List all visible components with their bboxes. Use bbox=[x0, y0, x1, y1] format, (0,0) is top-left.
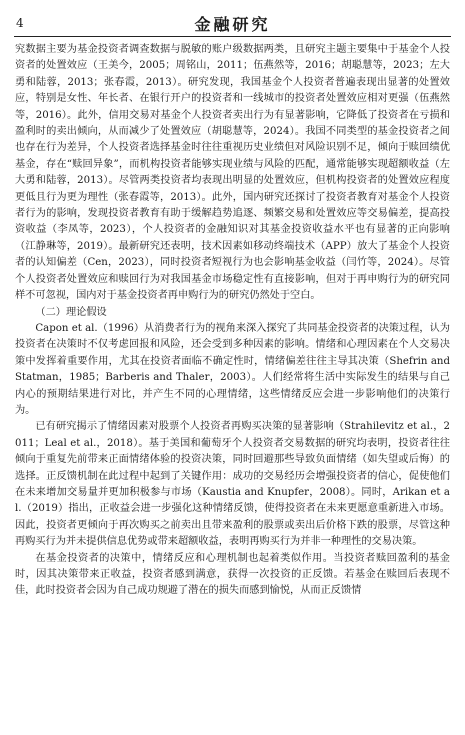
paragraph: Capon et al.（1996）从消费者行为的视角来深入探究了共同基金投资者的决策过程，认为投资者在决策时不仅考虑回报和风险，还会受到多种因素的影响。情绪和心理因素在个人交易决策中发挥着重要作用，尤其在投资者面临不确定性时，情绪偏差往往主导其决策（Shefrin and Statman，1985；Barberis and Thaler，2003）。人们经常将生活中实际发生的结果与自己内心的预期结果进行对比，并产生不同的心理情绪，这些情绪反应会进一步影响他们的决策行为。 bbox=[15, 322, 450, 416]
paragraph: 已有研究揭示了情绪因素对股票个人投资者再购买决策的显著影响（Strahilevitz et al.，2011；Leal et al.，2018）。基于美国和葡萄牙个人投资者交易数据的研究均表明，投资者往往倾向于重复先前带来正面情绪体验的投资决策，同时回避那些导致负面情绪（如失望或后悔）的选择。正反馈机制在此过程中起到了关键作用：成功的交易经历会增强投资者的信心，促使他们在未来增加交易量并更加积极参与市场（Kaustia and Knupfer，2008）。同时，Arikan et al.（2019）指出，正收益会进一步强化这种情绪反馈，使得投资者在未来更愿意重新进入市场。因此，投资者更倾向于再次购买之前卖出且带来盈利的股票或卖出后价格下跌的股票，尽管这种再购买行为并未提供信息优势或带来超额收益，表明再购买行为并非一种理性的交易决策。 bbox=[15, 421, 450, 548]
article-body bbox=[15, 42, 450, 600]
journal-title: 金融研究 bbox=[194, 15, 271, 34]
header-rule bbox=[14, 36, 451, 37]
page-number: 4 bbox=[16, 16, 24, 30]
paragraph-continued: 究数据主要为基金投资者调查数据与脱敏的账户级数据两类，且研究主题主要集中于基金个人投资者的处置效应（王美今，2005；周铭山，2011；伍燕然等，2016；胡聪慧等，2023；左大勇和陆蓉，2013；张春霞，2013）。研究发现，我国基金个人投资者普遍表现出显著的处置效应，特别是女性、年长者、在银行开户的投资者和一线城市的投资者处置效应相对更强（伍燕然等，2016）。此外，信用交易对基金个人投资者卖出行为有显著影响，它降低了投资者在亏损和盈利时的卖出倾向，从而减少了处置效应（胡聪慧等，2024）。我国不同类型的基金投资者之间也存在行为差异，个人投资者选择基金时往往重视历史业绩但对风险识别不足，倾向于赎回绩优基金，存在“赎回异象”，而机构投资者能够实现业绩与风险的匹配，通常能够实现超额收益（左大勇和陆蓉，2013）。尽管两类投资者均表现出明显的处置效应，但机构投资者的处置效应程度更低且行为更为理性（张春霞等，2013）。此外，国内研究还探讨了投资者教育对基金个人投资者行为的影响，发现投资者教育有助于缓解趋势追逐、频繁交易和处置效应等交易偏差，提高投资收益（李凤等，2023），个人投资者的金融知识对其基金投资收益水平也有显著的正向影响（江静琳等，2019）。最新研究还表明，技术因素如移动终端技术（APP）放大了基金个人投资者的认知偏差（Cen，2023），同时投资者短视行为也会影响基金收益（闫竹等，2024）。尽管个人投资者处置效应和赎回行为对我国基金市场稳定性有直接影响，但对于再申购行为的研究同样不可忽视，国内对于基金投资者再申购行为的研究仍然处于空白。 bbox=[15, 44, 450, 302]
section-heading: （二）理论假设 bbox=[35, 306, 107, 318]
paragraph: 在基金投资者的决策中，情绪反应和心理机制也起着类似作用。当投资者赎回盈利的基金时，因其决策带来正收益，投资者感到满意，获得一次投资的正反馈。若基金在赎回后表现不佳，此时投资者会因为自己成功规避了潜在的损失而感到愉悦，从而正反馈情 bbox=[15, 552, 450, 597]
page-header bbox=[14, 10, 451, 36]
